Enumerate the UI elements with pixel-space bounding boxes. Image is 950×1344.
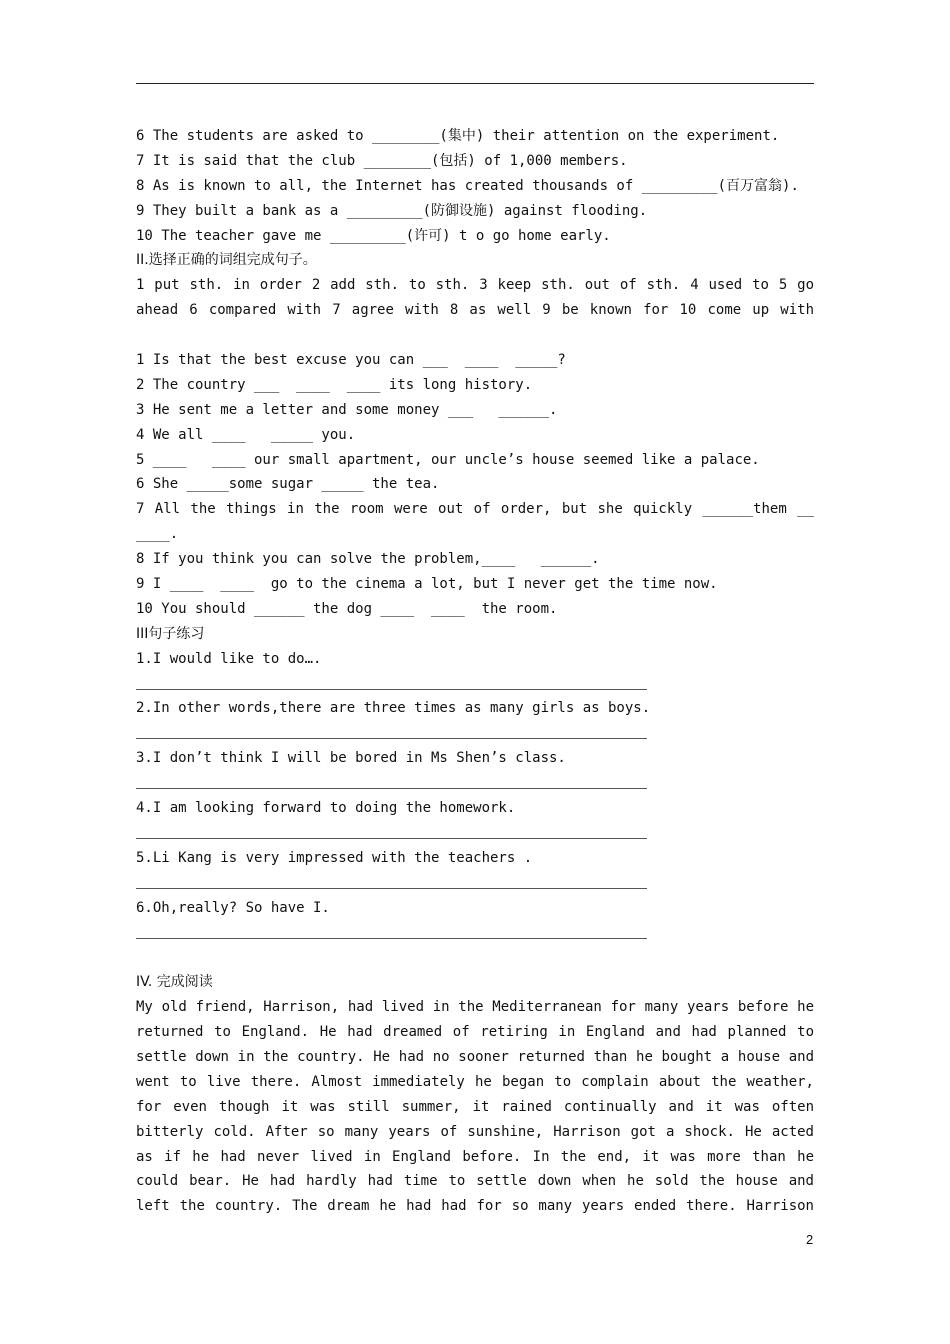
part2-item: 9 I ____ ____ go to the cinema a lot, but I never get the time now.: [136, 576, 718, 593]
answer-line[interactable]: [136, 771, 814, 796]
part2-item: 2 The country ___ ____ ____ its long history.: [136, 376, 533, 393]
answer-line[interactable]: [136, 871, 814, 896]
passage-line: My old friend, Harrison, had lived in the Mediterranean for many years before he: [136, 999, 814, 1016]
answer-line[interactable]: [136, 721, 814, 746]
part4-heading: IV. 完成阅读: [136, 974, 213, 991]
part2-item: 3 He sent me a letter and some money ___ ______.: [136, 401, 558, 418]
part2-item: 10 You should ______ the dog ____ ____ the room.: [136, 600, 558, 617]
part2-options-line: 1 put sth. in order 2 add sth. to sth. 3 keep sth. out of sth. 4 used to 5 go: [136, 277, 814, 294]
part1-item: 6 The students are asked to ________(集中) their attention on the experiment.: [136, 128, 780, 144]
part1-item: 10 The teacher gave me _________(许可) t o go home early.: [136, 227, 611, 244]
passage-line: as if he had never lived in England before. In the end, it was more than he: [136, 1148, 814, 1165]
part3-sentence: 1.I would like to do….: [136, 650, 322, 667]
spacer: [136, 945, 814, 970]
spacer: [136, 323, 814, 348]
part2-heading: II.选择正确的词组完成句子。: [136, 252, 317, 269]
answer-line[interactable]: [136, 921, 814, 946]
header-rule: [136, 83, 814, 84]
part1-item: 9 They built a bank as a _________(防御设施) against flooding.: [136, 202, 648, 219]
part2-item: 4 We all ____ _____ you.: [136, 426, 356, 443]
passage-line: bitterly cold. After so many years of sunshine, Harrison got a shock. He acted: [136, 1123, 814, 1140]
page-number: 2: [806, 1232, 814, 1247]
part3-sentence: 2.In other words,there are three times as many girls as boys.: [136, 700, 651, 717]
passage-line: returned to England. He had dreamed of retiring in England and had planned to: [136, 1024, 814, 1041]
part2-item: 6 She _____some sugar _____ the tea.: [136, 476, 440, 493]
passage-line: for even though it was still summer, it rained continually and it was often: [136, 1098, 814, 1115]
worksheet-content: [136, 124, 814, 1219]
part1-item: 8 As is known to all, the Internet has created thousands of _________(百万富翁).: [136, 177, 799, 194]
part2-item: 5 ____ ____ our small apartment, our uncle’s house seemed like a palace.: [136, 451, 760, 468]
passage-line: settle down in the country. He had no sooner returned than he bought a house and: [136, 1048, 814, 1065]
part2-options-line: ahead 6 compared with 7 agree with 8 as well 9 be known for 10 come up with: [136, 302, 814, 319]
answer-line[interactable]: [136, 672, 814, 697]
passage-line: could bear. He had hardly had time to settle down when he sold the house and: [136, 1173, 814, 1190]
part3-sentence: 6.Oh,really? So have I.: [136, 899, 330, 916]
part1-item: 7 It is said that the club ________(包括) of 1,000 members.: [136, 152, 628, 169]
passage-line: went to live there. Almost immediately he began to complain about the weather,: [136, 1073, 814, 1090]
answer-line[interactable]: [136, 821, 814, 846]
part2-item: 8 If you think you can solve the problem,____ ______.: [136, 551, 600, 568]
part2-item: 1 Is that the best excuse you can ___ ____ _____?: [136, 352, 566, 369]
part3-sentence: 4.I am looking forward to doing the homework.: [136, 800, 516, 817]
part2-item: ____.: [136, 526, 179, 543]
part3-sentence: 3.I don’t think I will be bored in Ms Shen’s class.: [136, 750, 566, 767]
part3-sentence: 5.Li Kang is very impressed with the teachers .: [136, 849, 533, 866]
passage-line: left the country. The dream he had had for so many years ended there. Harrison: [136, 1198, 814, 1215]
part3-heading: III句子练习: [136, 625, 205, 642]
part2-item: 7 All the things in the room were out of order, but she quickly ______them __: [136, 501, 814, 518]
